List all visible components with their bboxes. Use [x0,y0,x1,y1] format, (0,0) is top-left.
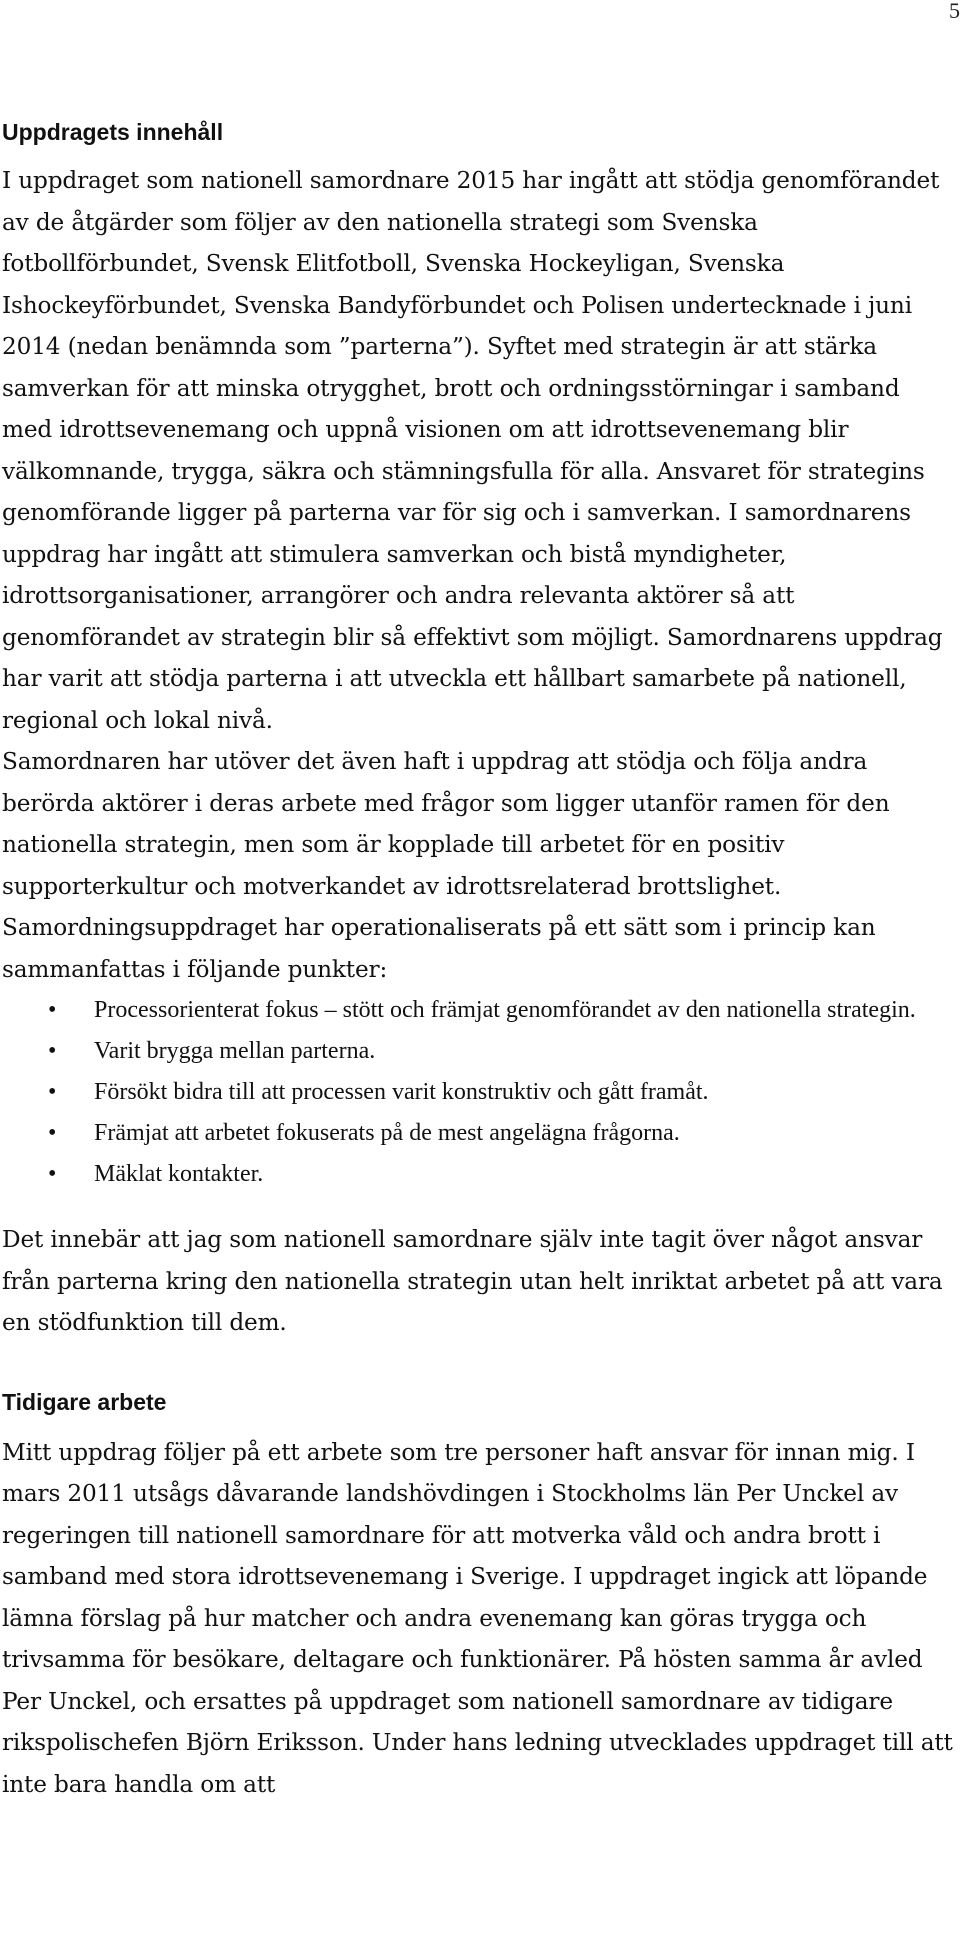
document-body [2,118,954,1805]
bullet-icon: • [48,997,57,1023]
list-item [2,990,954,1031]
paragraph-tidigare-1: Mitt uppdrag följer på ett arbete som tre personer haft ansvar för innan mig. I mars 2011 utsågs dåvarande landshövdingen i Stockholms län Per Unckel av regeringen till nationell samordnare för att motverka våld och andra brott i samband med stora idrottsevenemang i Sverige. I uppdraget ingick att löpande lämna förslag på hur matcher och andra evenemang kan göras trygga och trivsamma för besökare, deltagare och funktionärer. På hösten samma år avled Per Unckel, och ersattes på uppdraget som nationell samordnare av tidigare rikspolischefen Björn Eriksson. Under hans ledning utvecklades uppdraget till att inte bara handla om att [2,1438,953,1798]
list-item [2,1072,954,1113]
list-item-text: Varit brygga mellan parterna. [94,1038,376,1064]
list-item [2,1113,954,1154]
bullet-list [2,990,954,1195]
paragraph-uppdrag-3: Samordningsuppdraget har operationaliserats på ett sätt som i princip kan sammanfattas i följande punkter: [2,914,876,983]
page-number: 5 [949,0,960,23]
list-item-text: Främjat att arbetet fokuserats på de mest angelägna frågorna. [94,1120,680,1146]
list-item-text: Försökt bidra till att processen varit konstruktiv och gått framåt. [94,1079,709,1105]
list-item-text: Processorienterat fokus – stött och främjat genomförandet av den nationella strategin. [94,997,916,1023]
list-item [2,1031,954,1072]
bullet-icon: • [48,1079,57,1105]
paragraph-uppdrag-1: I uppdraget som nationell samordnare 2015 har ingått att stödja genomförandet av de åtgärder som följer av den nationella strategi som Svenska fotbollförbundet, Svensk Elitfotboll, Svenska Hockeyligan, Svenska Ishockeyförbundet, Svenska Bandyförbundet och Polisen undertecknade i juni 2014 (nedan benämnda som ”parterna”). Syftet med strategin är att stärka samverkan för att minska otrygghet, brott och ordningsstörningar i samband med idrottsevenemang och uppnå visionen om att idrottsevenemang blir välkomnande, trygga, säkra och stämningsfulla för alla. Ansvaret för strategins genomförande ligger på parterna var för sig och i samverkan. I samordnarens uppdrag har ingått att stimulera samverkan och bistå myndigheter, idrottsorganisationer, arrangörer och andra relevanta aktörer så att genomförandet av strategin blir så effektivt som möjligt. Samordnarens uppdrag har varit att stödja parterna i att utveckla ett hållbart samarbete på nationell, regional och lokal nivå. [2,167,943,734]
bullet-icon: • [48,1120,57,1146]
section-heading-tidigare-arbete: Tidigare arbete [2,1388,167,1415]
paragraph-uppdrag-2: Samordnaren har utöver det även haft i uppdrag att stödja och följa andra berörda aktörer i deras arbete med frågor som ligger utanför ramen för den nationella strategin, men som är kopplade till arbetet för en positiv supporterkultur och motverkandet av idrottsrelaterad brottslighet. [2,748,890,900]
bullet-icon: • [48,1038,57,1064]
paragraph-uppdrag-4: Det innebär att jag som nationell samordnare själv inte tagit över något ansvar från parterna kring den nationella strategin utan helt inriktat arbetet på att vara en stödfunktion till dem. [2,1226,943,1336]
list-item [2,1154,954,1195]
section-heading-uppdragets-innehall: Uppdragets innehåll [2,119,224,145]
bullet-icon: • [48,1161,57,1187]
list-item-text: Mäklat kontakter. [94,1161,264,1187]
